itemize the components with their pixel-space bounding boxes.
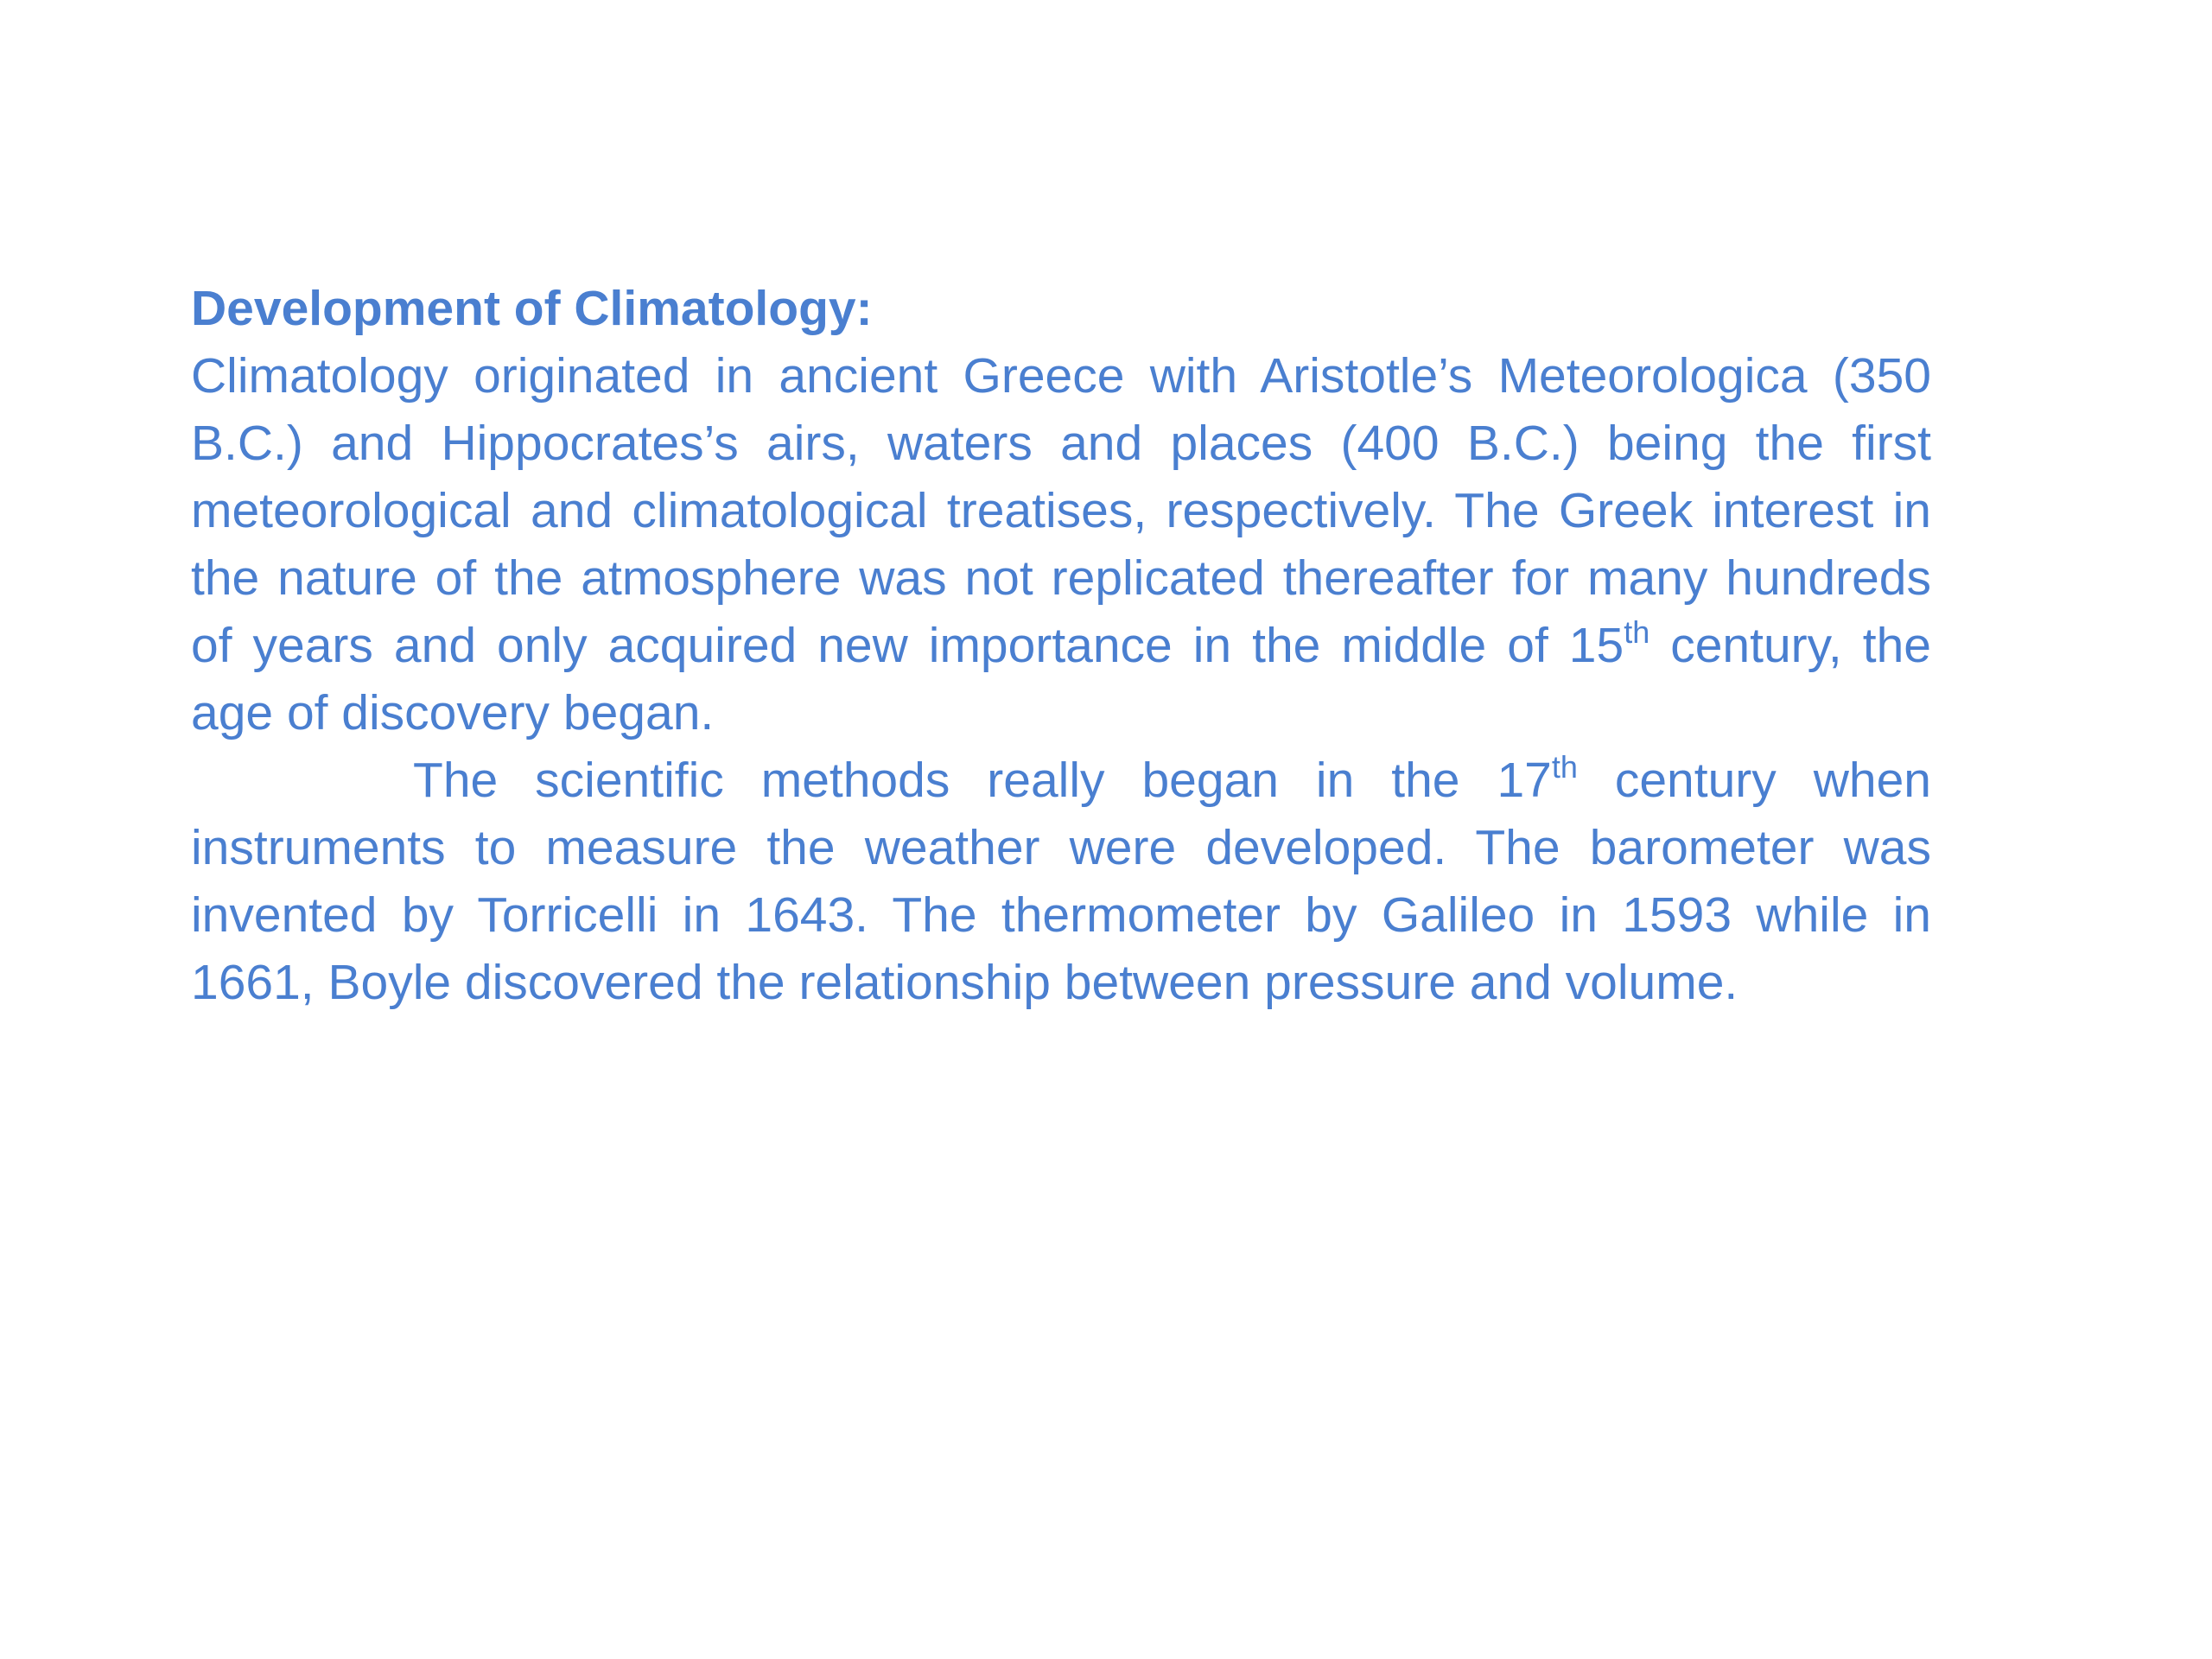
paragraph-1-century-number: 15 [1568, 618, 1624, 673]
text-block [191, 275, 1931, 1016]
paragraph-2-ordinal-suffix: th [1551, 749, 1578, 785]
paragraph-1-text-a: Climatology originated in ancient Greece with Aristotle’s Meteorologica (350 B.C.) and Hippocrates’s airs, waters and places (400 B.C.) being the first meteorological and climatological treatises, respectively. The Greek interest in the nature of the atmosphere was not replicated thereafter for many hundreds of years and only acquired new importance in the middle of [191, 348, 1931, 673]
paragraph-2-text-b: century when instruments to measure the weather were developed. The barometer was invented by Torricelli in 1643. The thermometer by Galileo in 1593 while in 1661, Boyle discovered the relationship between pressure and volume. [191, 753, 1931, 1010]
paragraph-1-ordinal-suffix: th [1624, 614, 1650, 650]
paragraph-1 [191, 342, 1931, 747]
paragraph-2-century-number: 17 [1497, 753, 1552, 808]
paragraph-1-text-b: century, the age of discovery began. [191, 618, 1931, 741]
paragraph-2 [191, 747, 1931, 1016]
heading: Development of Climatology: [191, 281, 873, 336]
paragraph-2-text-a: The scientific methods really began in the [413, 753, 1497, 808]
